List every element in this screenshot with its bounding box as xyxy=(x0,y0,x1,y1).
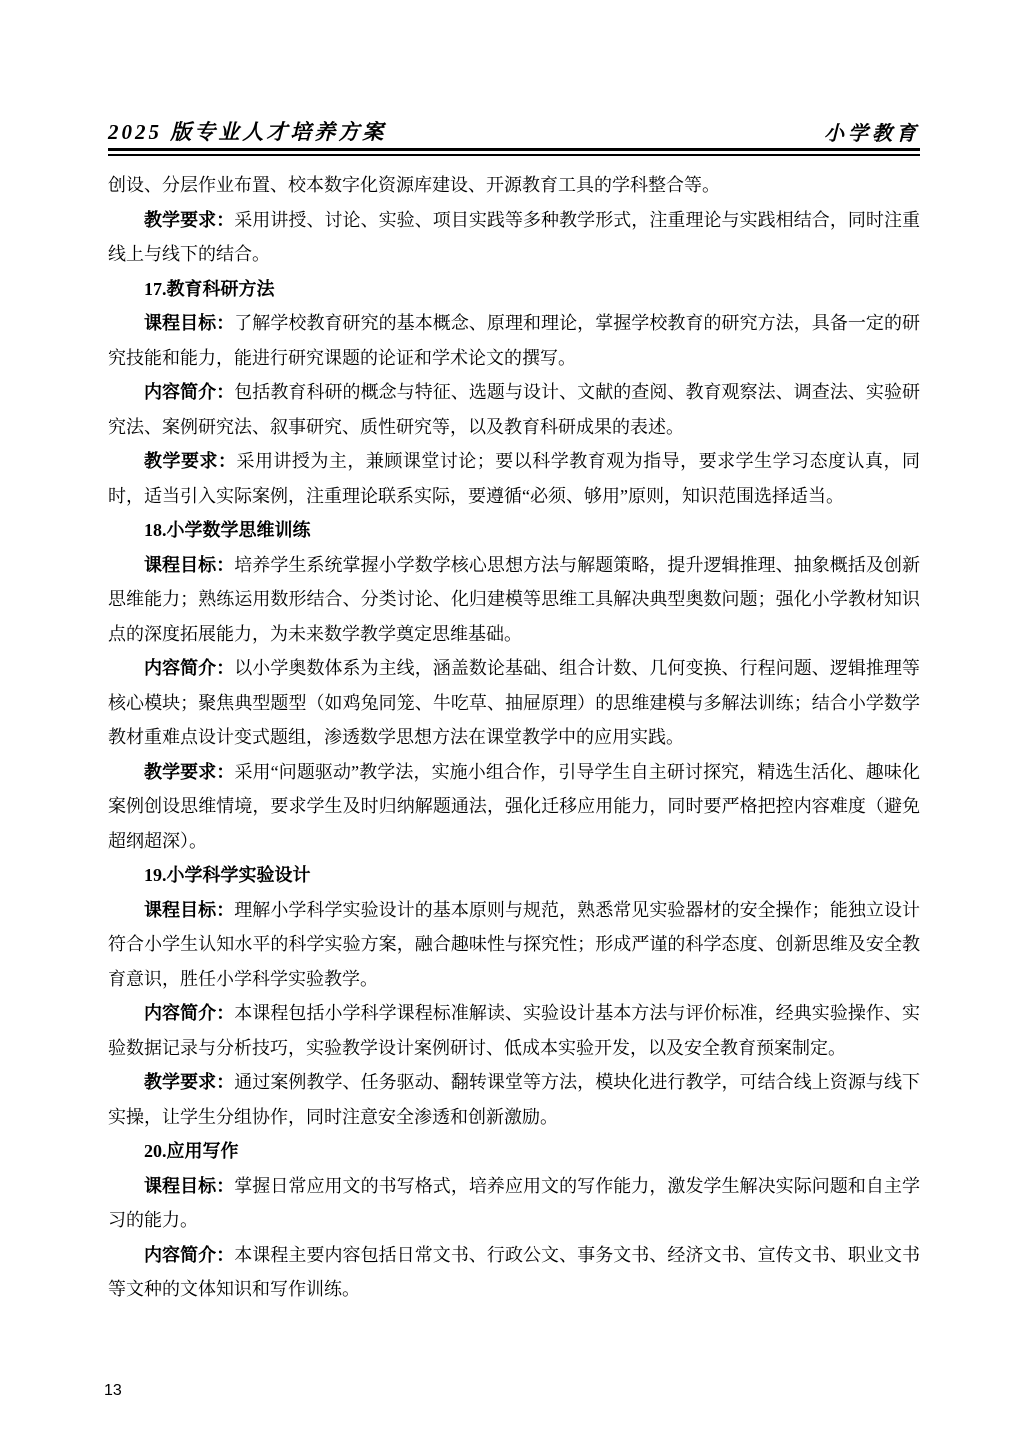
document-body xyxy=(108,168,920,1307)
paragraph-label: 内容简介： xyxy=(144,382,235,402)
labeled-paragraph: 课程目标：培养学生系统掌握小学数学核心思想方法与解题策略，提升逻辑推理、抽象概括及创新思维能力；熟练运用数形结合、分类讨论、化归建模等思维工具解决典型奥数问题；强化小学教材知识点的深度拓展能力，为未来数学教学奠定思维基础。 xyxy=(108,554,921,644)
paragraph-label: 教学要求： xyxy=(144,761,235,782)
paragraph-label: 课程目标： xyxy=(144,313,235,333)
continuation-paragraph: 创设、分层作业布置、校本数字化资源库建设、开源教育工具的学科整合等。 xyxy=(108,175,720,195)
course-heading: 18.小学数学思维训练 xyxy=(144,520,311,540)
paragraph-label: 内容简介： xyxy=(144,1003,235,1023)
labeled-paragraph: 课程目标：掌握日常应用文的书写格式，培养应用文的写作能力，激发学生解决实际问题和自主学习的能力。 xyxy=(108,1175,921,1230)
header-divider-rule xyxy=(108,148,920,156)
labeled-paragraph: 课程目标：了解学校教育研究的基本概念、原理和理论，掌握学校教育的研究方法，具备一定的研究技能和能力，能进行研究课题的论证和学术论文的撰写。 xyxy=(108,313,921,368)
paragraph-label: 内容简介： xyxy=(144,1244,235,1265)
paragraph-label: 教学要求： xyxy=(144,451,237,471)
header-title-left: 2025 版专业人才培养方案 xyxy=(108,120,387,144)
labeled-paragraph: 内容简介：本课程包括小学科学课程标准解读、实验设计基本方法与评价标准，经典实验操作、实验数据记录与分析技巧，实验教学设计案例研讨、低成本实验开发，以及安全教育预案制定。 xyxy=(108,1003,921,1058)
labeled-paragraph: 教学要求：采用讲授、讨论、实验、项目实践等多种教学形式，注重理论与实践相结合，同时注重线上与线下的结合。 xyxy=(108,209,921,264)
course-heading: 20.应用写作 xyxy=(144,1141,239,1161)
paragraph-label: 课程目标： xyxy=(144,554,235,575)
labeled-paragraph: 内容简介：包括教育科研的概念与特征、选题与设计、文献的查阅、教育观察法、调查法、实验研究法、案例研究法、叙事研究、质性研究等，以及教育科研成果的表述。 xyxy=(108,382,921,437)
page-header xyxy=(108,116,920,146)
page-number: 13 xyxy=(104,1382,122,1399)
labeled-paragraph: 课程目标：理解小学科学实验设计的基本原则与规范，熟悉常见实验器材的安全操作；能独立设计符合小学生认知水平的科学实验方案，融合趣味性与探究性；形成严谨的科学态度、创新思维及安全教育意识，胜任小学科学实验教学。 xyxy=(108,899,921,989)
labeled-paragraph: 内容简介：本课程主要内容包括日常文书、行政公文、事务文书、经济文书、宣传文书、职业文书等文种的文体知识和写作训练。 xyxy=(108,1244,921,1299)
header-title-right: 小学教育 xyxy=(824,123,920,145)
labeled-paragraph: 教学要求：通过案例教学、任务驱动、翻转课堂等方法，模块化进行教学，可结合线上资源与线下实操，让学生分组协作，同时注意安全渗透和创新激励。 xyxy=(108,1072,921,1127)
labeled-paragraph: 教学要求：采用讲授为主，兼顾课堂讨论；要以科学教育观为指导，要求学生学习态度认真，同时，适当引入实际案例，注重理论联系实际，要遵循“必须、够用”原则，知识范围选择适当。 xyxy=(108,451,921,506)
labeled-paragraph: 内容简介：以小学奥数体系为主线，涵盖数论基础、组合计数、几何变换、行程问题、逻辑推理等核心模块；聚焦典型题型（如鸡兔同笼、牛吃草、抽屉原理）的思维建模与多解法训练；结合小学数学教材重难点设计变式题组，渗透数学思想方法在课堂教学中的应用实践。 xyxy=(108,658,921,747)
paragraph-label: 内容简介： xyxy=(144,658,235,678)
paragraph-label: 课程目标： xyxy=(144,899,235,920)
paragraph-label: 教学要求： xyxy=(144,1072,235,1092)
paragraph-label: 课程目标： xyxy=(144,1175,235,1196)
course-heading: 17.教育科研方法 xyxy=(144,278,275,299)
labeled-paragraph: 教学要求：采用“问题驱动”教学法，实施小组合作，引导学生自主研讨探究，精选生活化、趣味化案例创设思维情境，要求学生及时归纳解题通法，强化迁移应用能力，同时要严格把控内容难度（避免超纲超深）。 xyxy=(108,761,920,851)
course-heading: 19.小学科学实验设计 xyxy=(144,865,311,885)
paragraph-label: 教学要求： xyxy=(144,209,235,230)
